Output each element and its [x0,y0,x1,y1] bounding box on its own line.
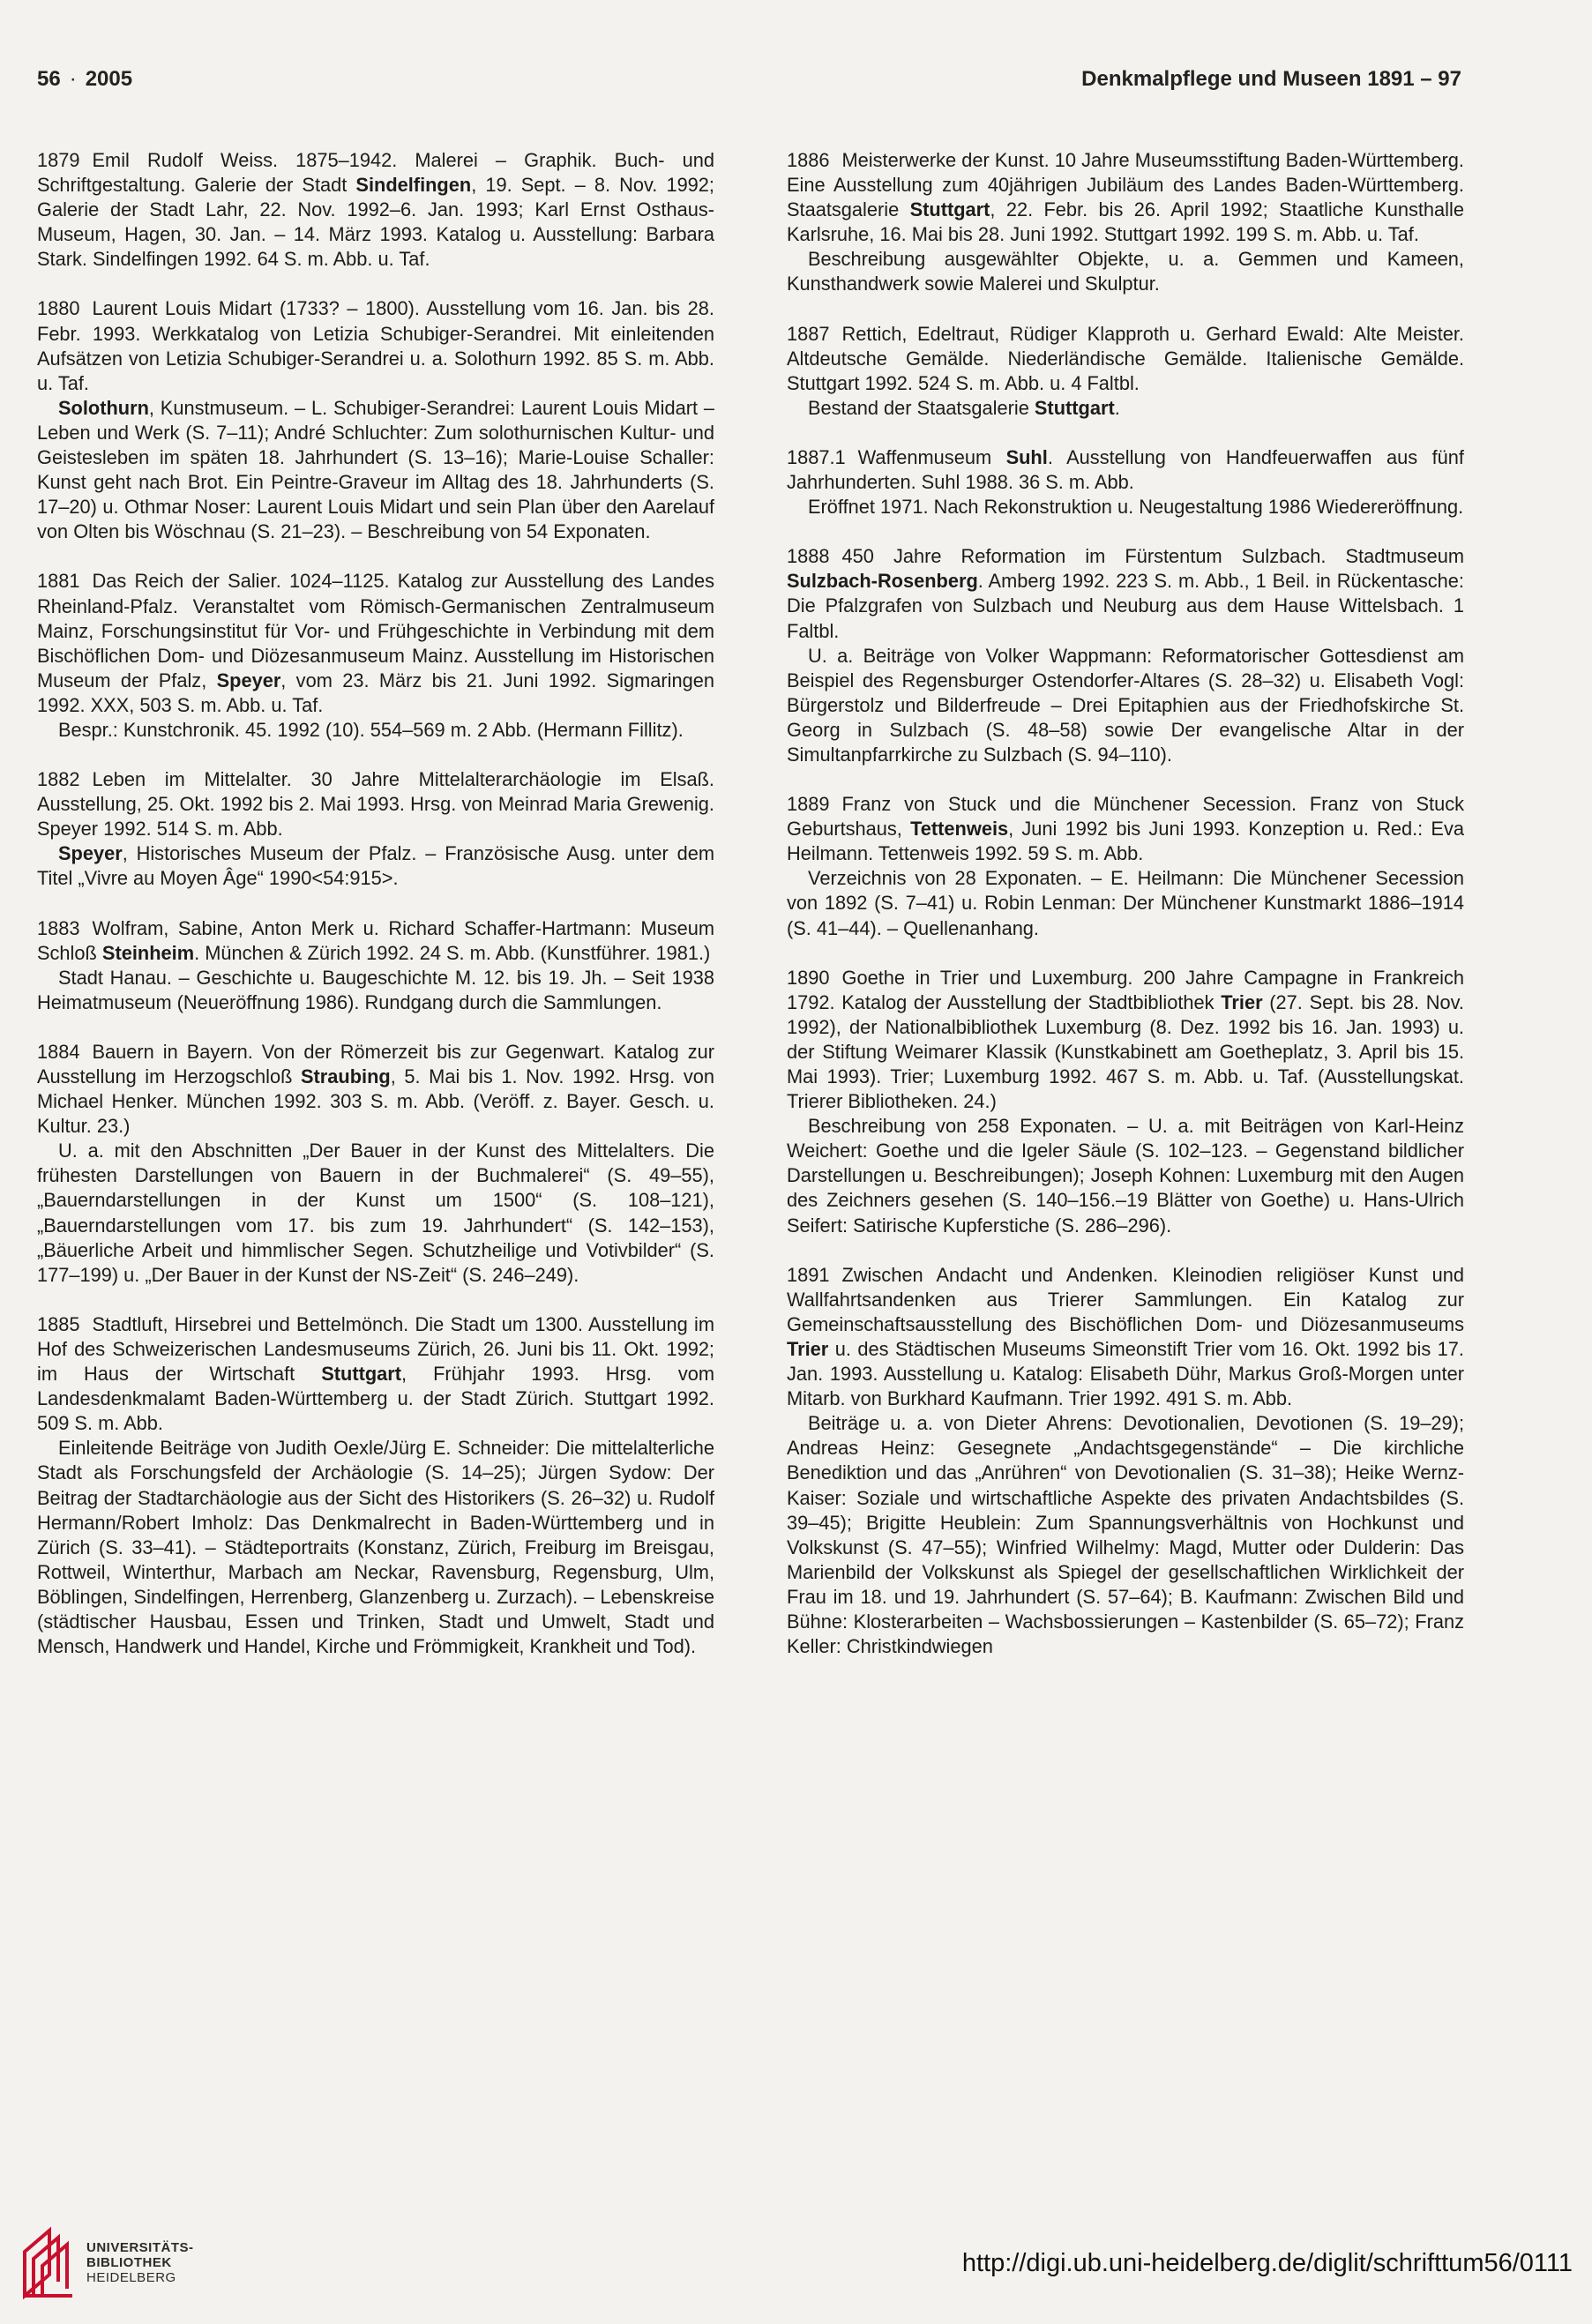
entry-paragraph [787,396,1464,421]
entry-text: , vom 23. März bis 21. Juni 1992. Sigmaringen 1992. XXX, 503 S. m. Abb. u. Taf. [37,669,714,716]
logo-line-2: BIBLIOTHEK [86,2254,172,2270]
page-number: 56 [37,67,61,91]
source-url-link[interactable]: http://digi.ub.uni-heidelberg.de/diglit/schrifttum56/0111 [961,2249,1573,2277]
entry-text: Verzeichnis von 28 Exponaten. – E. Heilmann: Die Münchener Secession von 1892 (S. 7–41) u. Robin Lenman: Der Münchener Kunstmarkt 1886–1914 (S. 41–44). – Quellenanhang. [787,867,1464,939]
entry-location: Stuttgart [909,198,990,221]
entry-number: 1886 [787,149,830,171]
bibliography-entry-1887.1 [787,445,1464,519]
bibliography-entry-1879 [37,148,714,272]
entry-paragraph [787,495,1464,519]
entry-text: , Kunstmuseum. – L. Schubiger-Serandrei: Laurent Louis Midart – Leben und Werk (S. 7–11); André Schluchter: Zum solothurnischen Kultur- und Geistesleben im späten 18. Jahrhundert (S. 13–16); Marie-Louise Schaller: Kunst geht nach Brot. Ein Peintre-Graveur im Alltag des 18. Jahrhunderts (S. 17–20) u. Othmar Noser: Laurent Louis Midart und sein Plan über den Aarelauf von Olten bis Wöschnau (S. 21–23). – Beschreibung von 54 Exponaten. [37,396,714,543]
bibliography-entry-1889 [787,792,1464,941]
entry-paragraph [37,767,714,841]
entry-paragraph [787,866,1464,940]
entry-number: 1889 [787,793,830,816]
header-dot: · [69,67,77,91]
left-column [37,148,714,1684]
entry-text: , 19. Sept. – 8. Nov. 1992; Galerie der Stadt Lahr, 22. Nov. 1992–6. Jan. 1993; Karl Ernst Osthaus-Museum, Hagen, 30. Jan. – 14. März 1993. Katalog u. Ausstellung: Barbara Stark. Sindelfingen 1992. 64 S. m. Abb. u. Taf. [37,174,714,271]
bibliography-entry-1887 [787,322,1464,421]
entry-number: 1879 [37,149,80,171]
entry-paragraph [787,148,1464,247]
entry-paragraph [787,1114,1464,1237]
entry-paragraph [37,718,714,743]
entry-text: U. a. Beiträge von Volker Wappmann: Reformatorischer Gottesdienst am Beispiel des Regensburger Ostendorfer-Altares (S. 28–32) u. Elisabeth Vogl: Bürgerstolz und Bilderfreude – Drei Epitaphien aus der Friedhofskirche St. Georg in Sulzbach (S. 48–58) sowie Der evangelische Altar in der Simultanpfarrkirche zu Sulzbach (S. 94–110). [787,644,1464,766]
entry-text: Franz von Stuck und die Münchener Secession. Franz von Stuck Geburtshaus, [787,793,1464,841]
entry-paragraph [787,1263,1464,1412]
bibliography-entry-1890 [787,966,1464,1238]
entry-location: Tettenweis [910,818,1009,841]
entry-paragraph [787,445,1464,495]
bibliography-entry-1883 [37,916,714,1015]
entry-location: Speyer [58,842,123,865]
entry-text: Goethe in Trier und Luxemburg. 200 Jahre Campagne in Frankreich 1792. Katalog der Ausstellung der Stadtbibliothek [787,966,1464,1013]
entry-number: 1881 [37,570,80,593]
entry-text: Stadt Hanau. – Geschichte u. Baugeschichte M. 12. bis 19. Jh. – Seit 1938 Heimatmuseum (Neueröffnung 1986). Rundgang durch die Sammlungen. [37,966,714,1013]
entry-text: Laurent Louis Midart (1733? – 1800). Ausstellung vom 16. Jan. bis 28. Febr. 1993. Werkkatalog von Letizia Schubiger-Serandrei. Mit einleitenden Aufsätzen von Letizia Schubiger-Serandrei u. a. Solothurn 1992. 85 S. m. Abb. u. Taf. [37,297,714,394]
logo-line-3: HEIDELBERG [86,2269,176,2285]
library-logo-icon [19,2225,78,2299]
entry-number: 1887.1 [787,445,846,468]
entry-text: Leben im Mittelalter. 30 Jahre Mittelalterarchäologie im Elsaß. Ausstellung, 25. Okt. 1992 bis 2. Mai 1993. Hrsg. von Meinrad Maria Grewenig. Speyer 1992. 514 S. m. Abb. [37,768,714,841]
entry-paragraph [37,1040,714,1139]
entry-location: Suhl [1005,445,1048,468]
entry-paragraph [787,966,1464,1115]
entry-text: Einleitende Beiträge von Judith Oexle/Jürg E. Schneider: Die mittelalterliche Stadt als Forschungsfeld der Archäologie (S. 14–25); Jürgen Sydow: Der Beitrag der Stadtarchäologie aus der Sicht des Historikers (S. 26–32) u. Rudolf Hermann/Robert Imholz: Das Denkmalrecht in Baden-Württemberg und in Zürich (S. 33–41). – Städteportraits (Konstanz, Zürich, Freiburg im Breisgau, Rottweil, Winterthur, Marbach am Neckar, Ravensburg, Regensburg, Ulm, Böblingen, Sindelfingen, Herrenberg, Glanzenberg u. Zurzach). – Lebenskreise (städtischer Hausbau, Essen und Trinken, Stadt und Umwelt, Stadt und Mensch, Handwerk und Handel, Kirche und Frömmigkeit, Krankheit und Tod). [37,1437,714,1658]
entry-paragraph [37,396,714,545]
entry-text: Waffenmuseum [857,445,1006,468]
entry-text: , 5. Mai bis 1. Nov. 1992. Hrsg. von Michael Henker. München 1992. 303 S. m. Abb. (Veröff. z. Bayer. Gesch. u. Kultur. 23.) [37,1065,714,1138]
entry-text: Bauern in Bayern. Von der Römerzeit bis zur Gegenwart. Katalog zur Ausstellung im Herzogschloß [37,1040,714,1087]
entry-text: 450 Jahre Reformation im Fürstentum Sulzbach. Stadtmuseum [841,545,1464,568]
entry-text: Rettich, Edeltraut, Rüdiger Klapproth u. Gerhard Ewald: Alte Meister. Altdeutsche Gemälde. Niederländische Gemälde. Italienische Gemälde. Stuttgart 1992. 524 S. m. Abb. u. 4 Faltbl. [787,322,1464,394]
entry-location: Solothurn [58,396,149,419]
entry-paragraph [787,247,1464,296]
entry-text: u. des Städtischen Museums Simeonstift Trier vom 16. Okt. 1992 bis 17. Jan. 1993. Ausstellung u. Katalog: Elisabeth Dühr, Markus Groß-Morgen unter Mitarb. von Burkhard Kaufmann. Trier 1992. 491 S. m. Abb. [787,1337,1464,1410]
entry-text: . Ausstellung von Handfeuerwaffen aus fünf Jahrhunderten. Suhl 1988. 36 S. m. Abb. [787,445,1464,494]
entry-paragraph [37,1436,714,1659]
entry-location: Stuttgart [1034,396,1115,419]
bibliography-entry-1880 [37,296,714,544]
entry-text: U. a. mit den Abschnitten „Der Bauer in der Kunst des Mittelalters. Die frühesten Darstellungen von Bauern in der Buchmalerei“ (S. 49–55), „Bauerndarstellungen in der Kunst um 1500“ (S. 108–121), „Bauerndarstellungen vom 17. bis zum 19. Jahrhundert“ (S. 142–153), „Bäuerliche Arbeit und himmlischer Segen. Schutzheilige und Votivbilder“ (S. 177–199) u. „Der Bauer in der Kunst der NS-Zeit“ (S. 246–249). [37,1140,714,1286]
entry-paragraph [37,966,714,1015]
footer [0,2192,1592,2324]
library-logo-text [86,2240,194,2285]
entry-text: Das Reich der Salier. 1024–1125. Katalog zur Ausstellung des Landes Rheinland-Pfalz. Veranstaltet vom Römisch-Germanischen Zentralmuseum Mainz, Forschungsinstitut für Vor- und Frühgeschichte in Verbindung mit dem Bischöflichen Dom- und Diözesanmuseum Mainz. Ausstellung im Historischen Museum der Pfalz, [37,570,714,691]
entry-location: Straubing [301,1065,391,1087]
entry-text: , 22. Febr. bis 26. April 1992; Staatliche Kunsthalle Karlsruhe, 16. Mai bis 28. Juni 1992. Stuttgart 1992. 199 S. m. Abb. u. Taf. [787,198,1464,246]
bibliography-entry-1891 [787,1263,1464,1660]
entry-text: . München & Zürich 1992. 24 S. m. Abb. (Kunstführer. 1981.) [194,941,711,964]
entry-location: Stuttgart [321,1363,402,1386]
entry-paragraph [37,841,714,891]
entry-paragraph [37,1312,714,1436]
entry-text: . Amberg 1992. 223 S. m. Abb., 1 Beil. in Rückentasche: Die Pfalzgrafen von Sulzbach und Neuburg aus dem Hause Wittelsbach. 1 Faltbl. [787,570,1464,642]
entry-paragraph [787,544,1464,643]
entry-number: 1888 [787,545,830,568]
entry-text: Wolfram, Sabine, Anton Merk u. Richard Schaffer-Hartmann: Museum Schloß [37,916,714,964]
entry-number: 1890 [787,966,830,989]
entry-text: Emil Rudolf Weiss. 1875–1942. Malerei – Graphik. Buch- und Schriftgestaltung. Galerie der Stadt [37,149,714,197]
bibliography-entry-1885 [37,1312,714,1659]
entry-text: Beschreibung ausgewählter Objekte, u. a. Gemmen und Kameen, Kunsthandwerk sowie Malerei und Skulptur. [787,248,1464,295]
entry-text: Bespr.: Kunstchronik. 45. 1992 (10). 554–569 m. 2 Abb. (Hermann Fillitz). [58,718,684,741]
entry-text: , Juni 1992 bis Juni 1993. Konzeption u. Red.: Eva Heilmann. Tettenweis 1992. 59 S. m. Abb. [787,818,1464,865]
entry-location: Steinheim [101,941,195,964]
entry-number: 1885 [37,1312,80,1335]
running-title: Denkmalpflege und Museen 1891 – 97 [1081,67,1461,91]
library-logo[interactable] [19,2225,194,2299]
entry-text: Beiträge u. a. von Dieter Ahrens: Devotionalien, Devotionen (S. 19–29); Andreas Heinz: Gesegnete „Andachtsgegenstände“ – Die kirchliche Benediktion und das „Anrühren“ von Devotionalien (S. 31–38); Heike Wernz-Kaiser: Soziale und wirtschaftliche Aspekte des privaten Andachtsbildes (S. 39–45); Brigitte Heublein: Zum Spannungsverhältnis von Hochkunst und Volkskunst (S. 47–55); Winfried Wilhelmy: Magd, Mutter oder Dulderin: Das Marienbild der Volkskunst als Spiegel der gesellschaftlichen Wirklichkeit der Frau im 18. und 19. Jahrhundert (S. 57–64); B. Kaufmann: Zwischen Bild und Bühne: Klosterarbeiten – Wachsbossierungen – Kastenbilder (S. 65–72); Franz Keller: Christkindwiegen [787,1412,1464,1658]
entry-paragraph [37,916,714,966]
header-left [37,67,132,92]
entry-text: . [1114,396,1120,419]
entry-text: Bestand der Staatsgalerie [808,396,1035,419]
entry-text: Beschreibung von 258 Exponaten. – U. a. mit Beiträgen von Karl-Heinz Weichert: Goethe und die Igeler Säule (S. 102–123. – Gegenstand bildlicher Darstellungen u. Beschreibungen); Joseph Kohnen: Luxemburg mit den Augen des Zeichners gesehen (S. 140–156.–19 Blätter von Goethe) u. Hans-Ulrich Seifert: Satirische Kupferstiche (S. 286–296). [787,1115,1464,1237]
entry-number: 1882 [37,768,80,791]
entry-text: Stadtluft, Hirsebrei und Bettelmönch. Die Stadt um 1300. Ausstellung im Hof des Schweizerischen Landesmuseums Zürich, 26. Juni bis 11. Okt. 1992; im Haus der Wirtschaft [37,1312,714,1386]
entry-text: Zwischen Andacht und Andenken. Kleinodien religiöser Kunst und Wallfahrtsandenken aus Trierer Sammlungen. Ein Katalog zur Gemeinschaftsausstellung des Bischöflichen Dom- und Diözesanmuseums [787,1263,1464,1335]
entry-paragraph [787,644,1464,767]
entry-location: Sulzbach-Rosenberg [787,570,978,593]
entry-text: , Frühjahr 1993. Hrsg. vom Landesdenkmalamt Baden-Württemberg u. der Stadt Zürich. Stuttgart 1992. 509 S. m. Abb. [37,1363,714,1435]
entry-text: Meisterwerke der Kunst. 10 Jahre Museumsstiftung Baden-Württemberg. Eine Ausstellung zum 40jährigen Jubiläum des Landes Baden-Württemberg. Staatsgalerie [787,149,1464,221]
entry-paragraph [787,792,1464,866]
header-year: 2005 [85,67,133,91]
entry-location: Speyer [216,669,281,691]
entry-paragraph [37,296,714,395]
right-column [787,148,1464,1684]
logo-line-1: UNIVERSITÄTS- [86,2239,194,2255]
bibliography-entry-1886 [787,148,1464,297]
entry-location: Sindelfingen [355,174,472,197]
entry-paragraph [37,148,714,272]
entry-paragraph [787,1411,1464,1659]
entry-number: 1880 [37,297,80,320]
entry-location: Trier [1221,990,1263,1013]
entry-location: Trier [787,1337,829,1360]
entry-number: 1883 [37,916,80,939]
entry-text: (27. Sept. bis 28. Nov. 1992), der Nationalbibliothek Luxemburg (8. Dez. 1992 bis 16. Jan. 1993) u. der Stiftung Weimarer Klassik (Kunstkabinett am Goetheplatz, 3. April bis 15. Mai 1993). Trier; Luxemburg 1992. 467 S. m. Abb. u. Taf. (Ausstellungskat. Trierer Bibliotheken. 24.) [787,990,1464,1113]
entry-text: Eröffnet 1971. Nach Rekonstruktion u. Neugestaltung 1986 Wiedereröffnung. [808,496,1464,519]
page-header [37,67,1461,92]
bibliography-entry-1888 [787,544,1464,767]
entry-paragraph [787,322,1464,396]
entry-text: , Historisches Museum der Pfalz. – Französische Ausg. unter dem Titel „Vivre au Moyen Âge“ 1990<54:915>. [37,842,714,890]
bibliography-entry-1884 [37,1040,714,1288]
entry-number: 1887 [787,322,830,345]
entry-paragraph [37,569,714,718]
bibliography-entry-1882 [37,767,714,891]
entry-number: 1891 [787,1263,830,1286]
bibliography-entry-1881 [37,569,714,743]
entry-paragraph [37,1139,714,1288]
entry-number: 1884 [37,1040,80,1063]
